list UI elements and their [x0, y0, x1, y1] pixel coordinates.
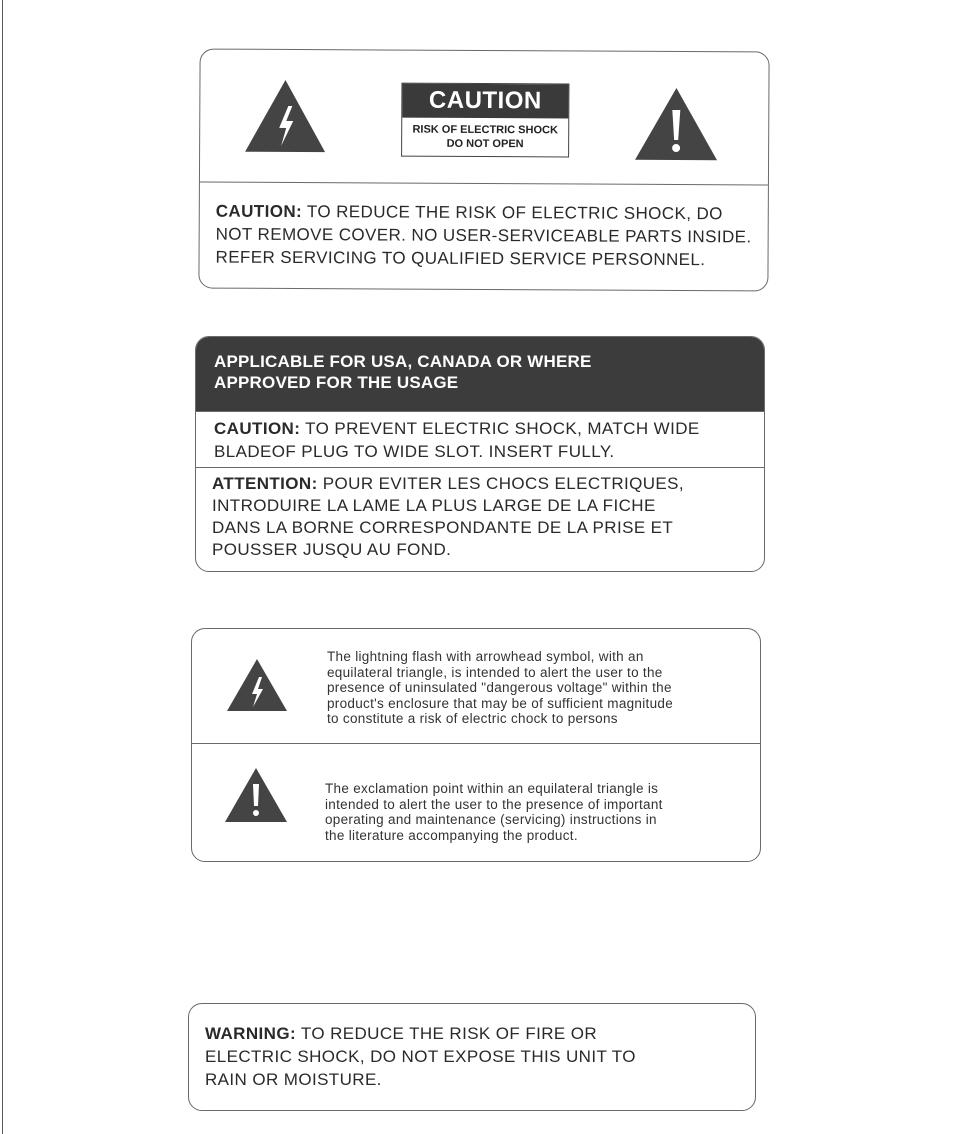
attention-line1: POUR EVITER LES CHOCS ELECTRIQUES, [317, 474, 685, 493]
language-divider [196, 467, 764, 468]
caution-label-line1: RISK OF ELECTRIC SHOCK [412, 123, 558, 137]
attention-text [212, 473, 752, 561]
caution-label-line2: DO NOT OPEN [446, 137, 524, 151]
banner-divider [196, 411, 764, 412]
exclamation-triangle-icon [223, 766, 289, 824]
warning-box [188, 1003, 756, 1111]
caution-label-subtitle [402, 118, 568, 152]
plug-caution-box [195, 336, 765, 572]
caution-label-title: CAUTION [402, 84, 568, 119]
caution-box [198, 49, 769, 292]
plug-caution-text [214, 417, 754, 463]
lightning-line2: equilateral triangle, is intended to alert the user to the [327, 664, 663, 680]
exclamation-line2: intended to alert the user to the presence of important [325, 796, 663, 812]
caution-line2: NOT REMOVE COVER. NO USER-SERVICEABLE PARTS INSIDE. [215, 224, 752, 247]
attention-line4: POUSSER JUSQU AU FOND. [212, 540, 452, 559]
banner-line1: APPLICABLE FOR USA, CANADA OR WHERE [214, 352, 592, 371]
plug-caution-line1: TO PREVENT ELECTRIC SHOCK, MATCH WIDE [300, 419, 700, 438]
lightning-line5: to constitute a risk of electric chock to persons [327, 711, 618, 726]
lightning-triangle-icon [243, 78, 327, 154]
warning-lead: WARNING: [205, 1024, 297, 1043]
lightning-description [327, 649, 747, 727]
lightning-line3: presence of uninsulated "dangerous voltage" within the [327, 680, 672, 695]
warning-line1: TO REDUCE THE RISK OF FIRE OR [296, 1024, 598, 1043]
attention-line2: INTRODUIRE LA LAME LA PLUS LARGE DE LA FICHE [212, 496, 656, 515]
lightning-triangle-icon [225, 657, 289, 713]
lightning-line4: product's enclosure that may be of sufficient magnitude [327, 695, 674, 711]
banner-line2: APPROVED FOR THE USAGE [214, 373, 459, 392]
exclamation-line3: operating and maintenance (servicing) instructions in [325, 812, 657, 827]
warning-text [205, 1022, 725, 1091]
exclamation-triangle-icon [633, 86, 719, 162]
attention-line3: DANS LA BORNE CORRESPONDANTE DE LA PRISE ET [212, 518, 674, 537]
exclamation-description [325, 781, 745, 843]
page-margin-rule [2, 0, 3, 1134]
warning-line3: RAIN OR MOISTURE. [205, 1070, 382, 1089]
attention-lead: ATTENTION: [212, 474, 318, 493]
exclamation-line1: The exclamation point within an equilateral triangle is [325, 781, 659, 796]
caution-text [215, 200, 755, 272]
caution-lead: CAUTION: [215, 201, 303, 222]
warning-line2: ELECTRIC SHOCK, DO NOT EXPOSE THIS UNIT TO [205, 1047, 636, 1066]
plug-caution-line2: BLADEOF PLUG TO WIDE SLOT. INSERT FULLY. [214, 442, 615, 461]
caution-line3: REFER SERVICING TO QUALIFIED SERVICE PERSONNEL. [215, 247, 706, 270]
exclamation-line4: the literature accompanying the product. [325, 827, 578, 843]
symbols-divider [192, 743, 760, 744]
caution-box-divider [200, 182, 768, 186]
applicability-banner [196, 337, 764, 411]
caution-line1: TO REDUCE THE RISK OF ELECTRIC SHOCK, DO [302, 202, 723, 224]
caution-label [401, 83, 569, 158]
symbols-box [191, 628, 761, 862]
plug-caution-lead: CAUTION: [214, 419, 301, 438]
lightning-line1: The lightning flash with arrowhead symbol, with an [327, 649, 644, 664]
